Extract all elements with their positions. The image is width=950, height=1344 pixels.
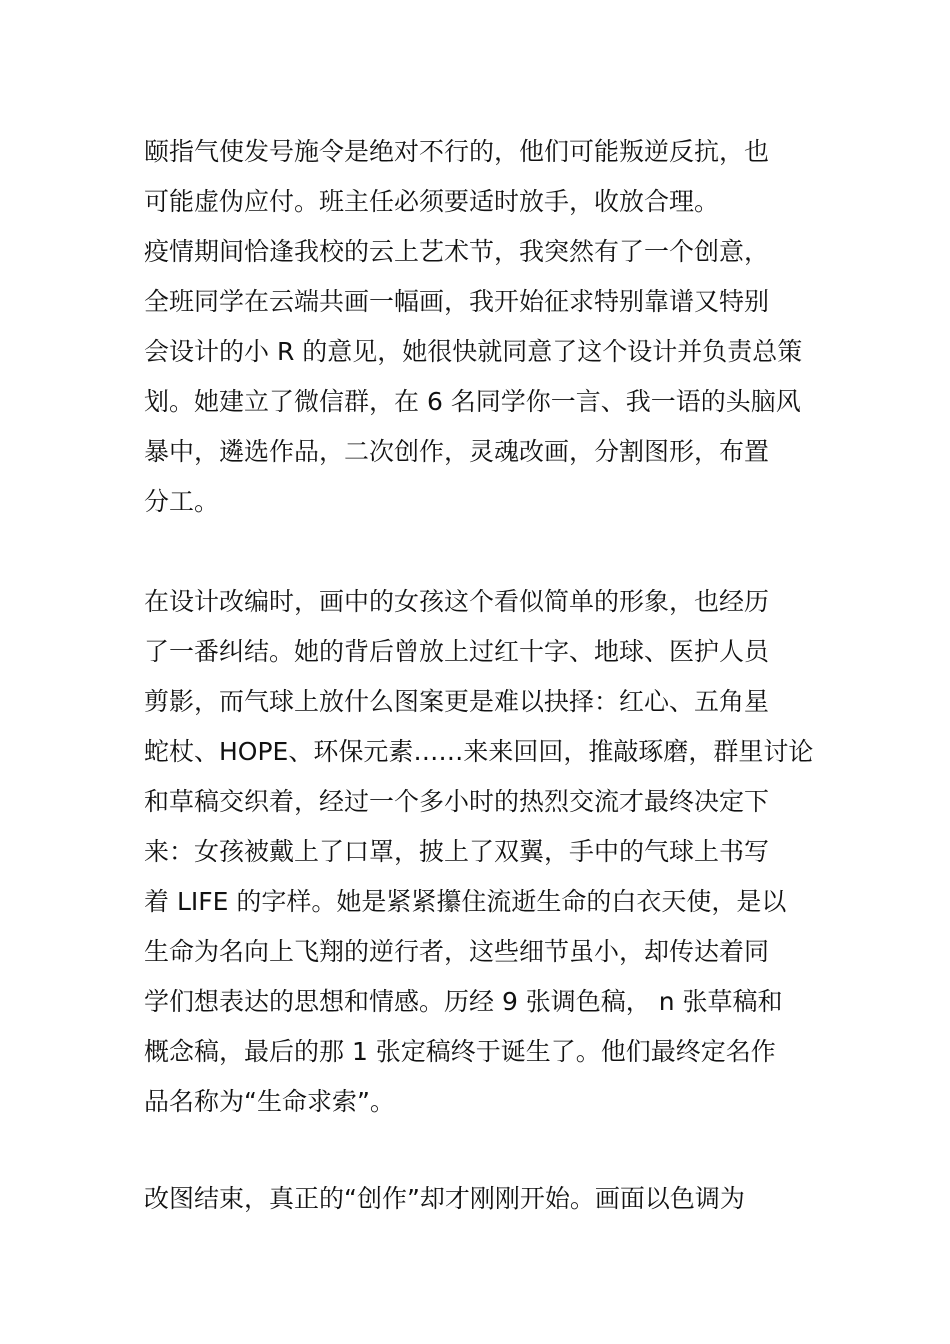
text-line: 蛇杖、HOPE、环保元素……来来回回，推敲琢磨，群里讨论 <box>144 737 814 766</box>
text-line: 可能虚伪应付。班主任必须要适时放手，收放合理。 <box>144 187 720 216</box>
text-line: 剪影，而气球上放什么图案更是难以抉择：红心、五角星 <box>144 687 770 716</box>
text-line: 学们想表达的思想和情感。历经 9 张调色稿， n 张草稿和 <box>144 987 783 1016</box>
text-line: 概念稿，最后的那 1 张定稿终于诞生了。他们最终定名作 <box>144 1037 776 1066</box>
text-line: 了一番纠结。她的背后曾放上过红十字、地球、医护人员 <box>144 637 770 666</box>
text-line: 生命为名向上飞翔的逆行者，这些细节虽小，却传达着同 <box>144 937 770 966</box>
text-line: 划。她建立了微信群，在 6 名同学你一言、我一语的头脑风 <box>144 387 801 416</box>
paragraph-3 <box>144 577 814 1127</box>
text-line: 在设计改编时，画中的女孩这个看似简单的形象，也经历 <box>144 587 770 616</box>
text-line: 分工。 <box>144 487 220 516</box>
paragraph-4 <box>144 1174 814 1224</box>
text-line: 全班同学在云端共画一幅画，我开始征求特别靠谱又特别 <box>144 287 770 316</box>
paragraph-1 <box>144 127 814 227</box>
text-line: 疫情期间恰逢我校的云上艺术节，我突然有了一个创意， <box>144 237 770 266</box>
paragraph-2 <box>144 227 814 527</box>
text-line: 品名称为“生命求索”。 <box>144 1087 395 1116</box>
text-line: 改图结束，真正的“创作”却才刚刚开始。画面以色调为 <box>144 1184 745 1213</box>
text-line: 暴中，遴选作品，二次创作，灵魂改画，分割图形，布置 <box>144 437 770 466</box>
text-line: 颐指气使发号施令是绝对不行的，他们可能叛逆反抗，也 <box>144 137 770 166</box>
text-line: 和草稿交织着，经过一个多小时的热烈交流才最终决定下 <box>144 787 770 816</box>
text-line: 着 LIFE 的字样。她是紧紧攥住流逝生命的白衣天使，是以 <box>144 887 787 916</box>
text-line: 来：女孩被戴上了口罩，披上了双翼，手中的气球上书写 <box>144 837 770 866</box>
text-line: 会设计的小 R 的意见，她很快就同意了这个设计并负责总策 <box>144 337 803 366</box>
